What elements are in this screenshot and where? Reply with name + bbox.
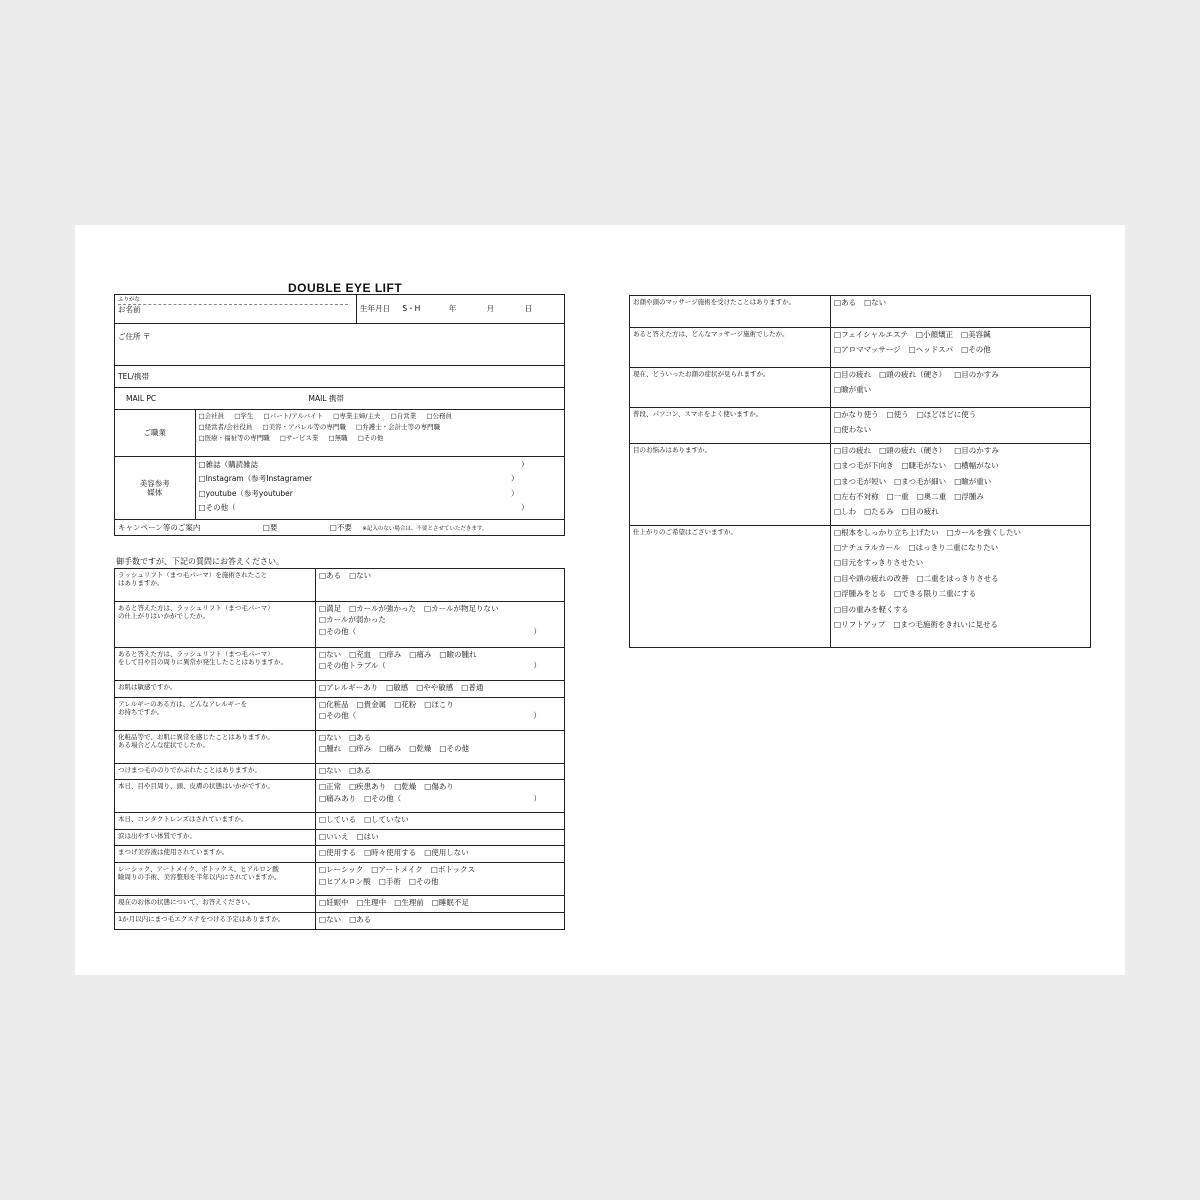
answer-option[interactable]: □痛み — [379, 744, 402, 754]
question-line: つけまつ毛ののりでかぶれたことはありますか。 — [118, 766, 261, 774]
answer-option[interactable]: □使う — [886, 410, 909, 419]
question-line: あると答えた方は、ラッシュリフト（まつ毛パーマ） — [118, 650, 274, 658]
answer-row — [834, 410, 1087, 419]
question-line: ある場合どんな症状でしたか。 — [118, 741, 209, 750]
answer-row — [319, 733, 561, 742]
question-row — [115, 896, 565, 913]
media-option[interactable]: □雑誌（購読雑誌 — [198, 460, 259, 469]
answer-row — [834, 558, 1087, 567]
answer-row — [319, 711, 561, 720]
answer-option[interactable]: □アロママッサージ — [834, 345, 901, 355]
answer-row — [319, 615, 561, 624]
occupation-option[interactable]: □自営業 — [390, 412, 417, 420]
answer-option[interactable]: □ない — [319, 915, 342, 925]
questions-table-left — [114, 568, 565, 930]
answer-option[interactable]: □浮腫みをとる — [834, 589, 887, 599]
occupation-label: ご職業 — [115, 410, 195, 456]
answer-option[interactable]: □カールが強かった — [349, 604, 417, 613]
occupation-option[interactable]: □弁護士・会計士等の専門職 — [355, 423, 441, 432]
question-line: 現在のお体の状態について、お答えください。 — [118, 898, 255, 907]
answer-options[interactable] — [316, 764, 565, 780]
answer-row — [834, 543, 1087, 552]
questions-table-right — [629, 295, 1091, 648]
answer-option[interactable]: □まつ毛施術をきれいに見せる — [893, 619, 998, 629]
answer-option[interactable]: □ある — [349, 733, 372, 742]
answer-option[interactable]: □している — [319, 815, 357, 825]
question-line: 本日、コンタクトレンズはされていますか。 — [118, 815, 248, 824]
answer-option[interactable]: □まつ毛が下向き — [834, 461, 894, 471]
answer-option[interactable]: □その他（ — [319, 626, 357, 636]
question-line: お肌は敏感ですか。 — [118, 683, 177, 691]
answer-options[interactable] — [316, 602, 565, 648]
question-text — [630, 368, 831, 408]
answer-option[interactable]: □カールが物足りない — [424, 604, 499, 613]
answer-option[interactable]: □貴金属 — [356, 700, 387, 709]
answer-option[interactable]: □リフトアップ — [834, 619, 886, 629]
campaign-label: キャンペーン等のご案内 — [118, 522, 201, 532]
occupation-option[interactable]: □美容・アパレル等の専門職 — [262, 423, 346, 432]
occupation-option[interactable]: □専業主婦/主夫 — [333, 412, 381, 420]
answer-option[interactable]: □ある — [834, 298, 857, 307]
month-label: 月 — [486, 304, 495, 314]
year-label: 年 — [448, 304, 457, 314]
answer-option[interactable]: □目の疲れ — [901, 507, 939, 517]
question-row — [630, 443, 1091, 525]
answer-option[interactable]: □ナチュラルカール — [834, 543, 901, 552]
answer-option[interactable]: □ヘッドスパ — [908, 345, 954, 355]
media-option[interactable]: □Instagram（参考Instagramer — [198, 474, 313, 484]
answer-option[interactable]: □妊娠中 — [319, 898, 349, 908]
answer-option[interactable]: □一重 — [886, 491, 909, 501]
campaign-cell[interactable] — [115, 520, 565, 536]
answer-options[interactable] — [316, 846, 565, 863]
answer-options[interactable] — [316, 681, 565, 698]
question-text — [630, 408, 831, 444]
question-row — [115, 813, 565, 829]
question-row — [115, 780, 565, 813]
campaign-need[interactable]: □要 — [262, 522, 278, 532]
answer-option[interactable]: □まつ毛が短い — [834, 476, 887, 486]
answer-options[interactable] — [316, 569, 565, 602]
occupation-option[interactable]: □無職 — [328, 434, 348, 443]
occupation-option[interactable]: □その他 — [357, 434, 384, 443]
answer-option[interactable]: □痒み — [349, 744, 372, 754]
answer-options[interactable] — [831, 328, 1091, 368]
answer-option[interactable]: □頭の疲れ（硬さ） — [879, 370, 947, 379]
answer-option[interactable]: □フェイシャルエステ — [834, 330, 908, 339]
answer-option[interactable]: □浮腫み — [954, 491, 984, 501]
answer-option[interactable]: □いいえ — [319, 831, 349, 841]
answer-option[interactable]: □敏感 — [386, 683, 409, 692]
answer-option[interactable]: □痒み — [379, 650, 402, 659]
question-row — [115, 731, 565, 764]
answer-option[interactable]: □睫毛がない — [901, 461, 947, 471]
question-line: 目のお悩みはありますか。 — [633, 445, 711, 454]
occupation-option[interactable]: □経営者/会社役員 — [198, 423, 253, 432]
answer-option[interactable]: □していない — [364, 815, 409, 825]
question-line: 1か月以内にまつ毛エクステをつける予定はありますか。 — [118, 915, 285, 924]
campaign-no[interactable]: □不要 — [329, 522, 352, 532]
address-label: ご住所 〒 — [118, 332, 151, 341]
birthdate-cell[interactable] — [357, 295, 565, 324]
answer-row — [834, 298, 1087, 307]
answer-option[interactable]: □その他 — [408, 876, 439, 886]
question-text — [115, 846, 316, 863]
tel-label: TEL/携帯 — [118, 371, 150, 381]
answer-option[interactable]: □ある — [349, 766, 372, 775]
answer-option[interactable]: □使用しない — [424, 848, 469, 858]
answer-option[interactable]: □生理前 — [394, 898, 424, 908]
name-label: お名前 — [118, 304, 141, 314]
question-row — [630, 296, 1091, 328]
answer-option[interactable]: □小顔矯正 — [915, 330, 954, 339]
answer-row — [834, 446, 1087, 455]
answer-row — [319, 865, 561, 874]
question-line: まつげ美容液は使用されていますか。 — [118, 848, 229, 857]
question-text — [115, 648, 316, 681]
question-row — [630, 328, 1091, 368]
question-line: 仕上がりのご希望はございますか。 — [633, 527, 737, 536]
question-text — [115, 731, 316, 764]
media-label-line: 美容参考 — [139, 478, 170, 488]
question-row — [630, 408, 1091, 444]
question-text — [115, 780, 316, 813]
answer-option[interactable]: □目や頭の疲れの改善 — [834, 573, 909, 583]
campaign-note: ※記入のない場合は、不要とさせていただきます。 — [362, 525, 488, 532]
answer-row — [834, 385, 1087, 394]
question-text — [115, 813, 316, 829]
question-row — [115, 569, 565, 602]
media-options[interactable] — [195, 457, 564, 519]
occupation-option[interactable]: □パート/アルバイト — [263, 412, 324, 420]
answer-close: ） — [533, 793, 541, 803]
answer-option[interactable]: □かなり使う — [834, 410, 879, 419]
answer-option[interactable]: □ない — [319, 733, 342, 742]
media-label-line: 媒体 — [147, 488, 163, 497]
question-text — [630, 525, 831, 647]
answer-option[interactable]: □たるみ — [864, 507, 894, 517]
answer-row — [319, 782, 561, 791]
answer-option[interactable]: □目のかすみ — [954, 370, 999, 379]
mail-mobile-label: MAIL 携帯 — [308, 393, 344, 403]
answer-option[interactable]: □アートメイク — [371, 865, 423, 875]
occupation-option[interactable]: □会社員 — [198, 412, 225, 420]
answer-option[interactable]: □カールが弱かった — [319, 615, 386, 625]
answer-option[interactable]: □使わない — [834, 425, 872, 435]
answer-row — [834, 574, 1087, 583]
media-option[interactable]: □その他（ — [198, 502, 236, 512]
answer-option[interactable]: □はい — [356, 831, 379, 841]
occupation-option[interactable]: □サービス業 — [279, 434, 319, 443]
answer-option[interactable]: □ない — [349, 571, 372, 580]
answer-option[interactable]: □美容鍼 — [961, 330, 991, 339]
answer-option[interactable]: □頭の疲れ（硬さ） — [879, 445, 947, 455]
media-close: ） — [521, 460, 529, 469]
answer-option[interactable]: □やや敏感 — [416, 683, 454, 692]
question-text — [115, 602, 316, 648]
answer-option[interactable]: □花粉 — [394, 700, 417, 709]
question-row — [115, 863, 565, 896]
media-inner — [115, 457, 564, 519]
answer-option[interactable]: □その他 — [961, 345, 991, 355]
media-close: ） — [511, 474, 519, 484]
answer-option[interactable]: □目元をすっきりさせたい — [834, 558, 924, 568]
answer-option[interactable]: □まつ毛が細い — [894, 476, 947, 486]
answer-option[interactable]: □レーシック — [319, 865, 364, 875]
question-line: アレルギーのある方は、どんなアレルギーを — [118, 700, 248, 708]
question-line: の仕上がりはいかがでしたか。 — [118, 612, 209, 621]
answer-row — [834, 370, 1087, 379]
answer-option[interactable]: □ヒアルロン酸 — [319, 876, 371, 886]
occupation-option[interactable]: □学生 — [234, 412, 254, 420]
answer-option[interactable]: □左右不対称 — [834, 491, 879, 501]
answer-option[interactable]: □目の疲れ — [834, 445, 872, 455]
answer-options[interactable] — [316, 780, 565, 813]
question-line: あると答えた方は、どんなマッサージ施術でしたか。 — [633, 330, 789, 338]
era-label: S・H — [402, 304, 421, 314]
question-line: 瞼周りの手術、美容整形を半年以内にされていますか。 — [118, 873, 281, 882]
day-label: 日 — [524, 304, 532, 314]
answer-options[interactable] — [316, 698, 565, 731]
answer-close: ） — [533, 626, 541, 636]
answer-option[interactable]: □横幅がない — [954, 461, 999, 471]
mail-pc-label: MAIL PC — [126, 393, 157, 403]
answer-option[interactable]: □乾燥 — [394, 782, 417, 792]
question-row — [115, 648, 565, 681]
media-label — [115, 457, 195, 519]
answer-option[interactable]: □アレルギーあり — [319, 683, 379, 692]
answer-option[interactable]: □目のかすみ — [954, 445, 999, 455]
question-text — [115, 829, 316, 845]
question-text — [630, 296, 831, 328]
answer-option[interactable]: □腫れ — [319, 744, 342, 754]
answer-row — [834, 461, 1087, 470]
answer-row — [834, 330, 1087, 339]
occupation-inner — [115, 410, 564, 456]
question-row — [630, 368, 1091, 408]
answer-option[interactable]: □ない — [319, 650, 342, 659]
answer-row — [319, 744, 561, 753]
answer-close: ） — [533, 661, 541, 671]
answer-row — [319, 650, 561, 659]
answer-row — [319, 877, 561, 886]
answer-option[interactable]: □使用する — [319, 848, 357, 858]
answer-option[interactable]: □ほこり — [424, 700, 454, 709]
answer-row — [319, 794, 561, 803]
answer-option[interactable]: □できる限り二重にする — [894, 589, 977, 599]
answer-options[interactable] — [316, 648, 565, 681]
answer-row — [319, 627, 561, 636]
answer-option[interactable]: □瞼が重い — [834, 385, 872, 395]
answer-option[interactable]: □瞼が重い — [954, 476, 992, 486]
answer-option[interactable]: □根本をしっかり立ち上げたい — [834, 527, 939, 537]
question-row — [115, 829, 565, 845]
answer-row — [834, 589, 1087, 598]
birthdate-label: 生年月日 — [360, 304, 390, 314]
answer-option[interactable]: □ない — [864, 298, 887, 307]
answer-options[interactable] — [316, 731, 565, 764]
answer-options[interactable] — [316, 863, 565, 896]
question-row — [115, 764, 565, 780]
answer-option[interactable]: □カールを強くしたい — [946, 527, 1022, 537]
answer-option[interactable]: □痛み — [409, 650, 432, 659]
media-close: ） — [511, 488, 519, 498]
occupation-option[interactable]: □医療・福祉等の専門職 — [198, 434, 270, 443]
occupation-options[interactable] — [195, 410, 564, 456]
question-text — [630, 443, 831, 525]
answer-option[interactable]: □ほどほどに使う — [916, 410, 977, 419]
media-row — [115, 457, 565, 520]
answer-option[interactable]: □二重をはっきりさせる — [916, 573, 999, 583]
answer-row — [834, 605, 1087, 614]
question-row — [115, 698, 565, 731]
answer-option[interactable]: □睡眠不足 — [431, 898, 469, 908]
answer-row — [319, 683, 561, 692]
answer-option[interactable]: □しわ — [834, 507, 857, 517]
question-line: 現在、どういったお顔の症状が見られますか。 — [633, 370, 770, 378]
answer-options[interactable] — [831, 408, 1091, 444]
answer-option[interactable]: □その他（ — [364, 793, 402, 803]
question-line: お持ちですか。 — [118, 708, 164, 717]
answer-options[interactable] — [316, 896, 565, 913]
question-line: お顔や頭のマッサージ施術を受けたことはありますか。 — [633, 298, 796, 306]
answer-row — [834, 528, 1087, 537]
answer-row — [834, 477, 1087, 486]
furigana-label: ふりがな — [118, 297, 348, 305]
answer-row — [319, 915, 561, 924]
answer-option[interactable]: □疾患あり — [349, 782, 387, 792]
answer-row — [319, 700, 561, 709]
profile-table — [114, 294, 565, 536]
answer-option[interactable]: □痛みあり — [319, 793, 357, 803]
form-title: DOUBLE EYE LIFT — [288, 281, 403, 295]
answer-options[interactable] — [831, 525, 1091, 647]
question-text — [115, 569, 316, 602]
media-option[interactable]: □youtube（参考youtuber — [198, 488, 293, 498]
answer-row — [319, 604, 561, 613]
answer-option[interactable]: □手術 — [378, 876, 401, 886]
answer-row — [834, 492, 1087, 501]
answer-option[interactable]: □目の疲れ — [834, 370, 872, 379]
question-line: 普段、パソコン、スマホをよく使いますか。 — [633, 410, 763, 418]
question-row — [115, 846, 565, 863]
question-text — [630, 328, 831, 368]
question-text — [115, 896, 316, 913]
answer-row — [834, 345, 1087, 354]
answer-option[interactable]: □その他 — [439, 744, 469, 754]
answer-row — [834, 425, 1087, 434]
answer-row — [319, 815, 561, 824]
answer-option[interactable]: □時々使用する — [364, 848, 417, 858]
question-row — [115, 602, 565, 648]
answer-option[interactable]: □その他（ — [319, 711, 357, 721]
question-text — [115, 681, 316, 698]
answer-row — [834, 507, 1087, 516]
answer-option[interactable]: □生理中 — [356, 898, 387, 908]
answer-option[interactable]: □その他トラブル（ — [319, 661, 386, 671]
answer-close: ） — [533, 711, 541, 721]
occupation-option[interactable]: □公務員 — [426, 412, 452, 420]
answer-row — [319, 571, 561, 580]
media-close: ） — [521, 502, 529, 512]
answer-option[interactable]: □ある — [349, 915, 372, 925]
answer-option[interactable]: □普通 — [461, 683, 484, 692]
mail-cell[interactable] — [115, 388, 565, 410]
answer-options[interactable] — [316, 913, 565, 929]
answer-options[interactable] — [831, 368, 1091, 408]
question-text — [115, 863, 316, 896]
question-text — [115, 764, 316, 780]
answer-row — [319, 898, 561, 907]
question-line: 本日、目や目周り、頭、皮膚の状態はいかがですか。 — [118, 782, 274, 791]
question-row — [115, 913, 565, 929]
answer-row — [319, 766, 561, 775]
answer-row — [834, 620, 1087, 629]
answer-option[interactable]: □ボトックス — [430, 865, 476, 875]
answer-row — [319, 832, 561, 841]
question-row — [630, 525, 1091, 647]
name-cell[interactable] — [115, 295, 357, 324]
question-row — [115, 681, 565, 698]
question-text — [115, 913, 316, 929]
answer-option[interactable]: □乾燥 — [409, 744, 432, 754]
answer-options[interactable] — [831, 296, 1091, 328]
occupation-row — [115, 410, 565, 457]
answer-option[interactable]: □ない — [319, 766, 342, 775]
answer-option[interactable]: □目の重みを軽くする — [834, 604, 909, 614]
question-line: をして目や目の周りに異常が発生したことはありますか。 — [118, 658, 287, 667]
question-line: あると答えた方は、ラッシュリフト（まつ毛パーマ） — [118, 604, 274, 612]
answer-option[interactable]: □化粧品 — [319, 700, 349, 709]
address-cell[interactable] — [115, 324, 565, 366]
answer-option[interactable]: □傷あり — [424, 782, 454, 792]
answer-option[interactable]: □瞼の腫れ — [439, 650, 477, 659]
question-line: レーシック、アートメイク、ボトックス、ヒアルロン酸 — [118, 865, 279, 874]
question-line: 涙は出やすい体質ですか。 — [118, 831, 196, 840]
question-text — [115, 698, 316, 731]
question-line: ラッシュリフト（まつ毛パーマ）を施術されたこと — [118, 571, 268, 579]
question-line: 化粧品等で、お肌に異常を感じたことはありますか。 — [118, 733, 274, 741]
question-line: はありますか。 — [118, 579, 164, 588]
answer-options[interactable] — [831, 443, 1091, 525]
answer-row — [319, 848, 561, 857]
notice-text: 御手数ですが、下記の質問にお答えください。 — [116, 557, 284, 566]
answer-options[interactable] — [316, 813, 565, 829]
answer-options[interactable] — [316, 829, 565, 845]
tel-cell[interactable] — [115, 366, 565, 388]
answer-option[interactable]: □奥二重 — [916, 491, 947, 501]
answer-option[interactable]: □充血 — [349, 650, 372, 659]
answer-option[interactable]: □正常 — [319, 782, 342, 792]
answer-option[interactable]: □はっきり二重になりたい — [908, 543, 999, 552]
answer-option[interactable]: □満足 — [319, 604, 342, 613]
answer-row — [319, 661, 561, 670]
answer-option[interactable]: □ある — [319, 571, 342, 580]
